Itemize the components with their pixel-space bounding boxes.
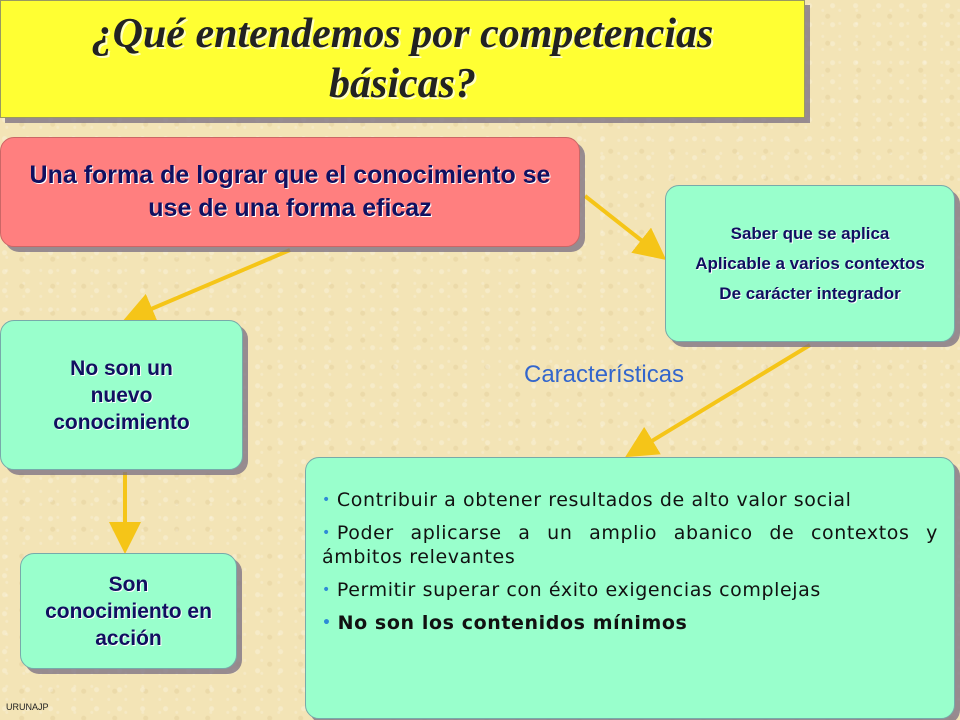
knowledge-in-action-box	[20, 553, 237, 669]
competencies-list	[322, 488, 938, 635]
list-item: • Poder aplicarse a un amplio abanico de contextos y ámbitos relevantes	[322, 522, 938, 568]
bullet-icon: •	[322, 615, 332, 631]
characteristic-integrator: De carácter integrador	[719, 283, 901, 303]
characteristic-contexts: Aplicable a varios contextos	[695, 253, 925, 273]
bullet-icon: •	[322, 582, 331, 598]
bullet-icon: •	[322, 492, 331, 508]
definition-text: Una forma de lograr que el conocimiento se use de una forma eficaz	[29, 161, 551, 222]
characteristics-label: Características	[524, 361, 685, 388]
characteristic-applied: Saber que se aplica	[730, 223, 890, 243]
competencies-list-box	[305, 457, 955, 719]
bullet-icon: •	[322, 525, 331, 541]
not-new-knowledge-box	[0, 320, 243, 470]
characteristics-box	[665, 185, 955, 342]
list-item: • Contribuir a obtener resultados de alto valor social	[322, 489, 852, 511]
knowledge-in-action-text: Son conocimiento en acción	[45, 572, 212, 650]
arrow-definition-to-not-new	[130, 250, 290, 318]
list-item: • Permitir superar con éxito exigencias complejas	[322, 579, 821, 601]
footer-credit: URUNAJP	[6, 702, 49, 712]
page-title: ¿Qué entendemos por competencias básicas?	[91, 11, 714, 107]
not-new-knowledge-text: No son un nuevo conocimiento	[53, 356, 190, 434]
definition-box	[0, 137, 580, 247]
arrow-definition-to-characteristics	[585, 196, 660, 255]
title-banner	[0, 0, 805, 118]
list-item: • No son los contenidos mínimos	[322, 612, 688, 634]
